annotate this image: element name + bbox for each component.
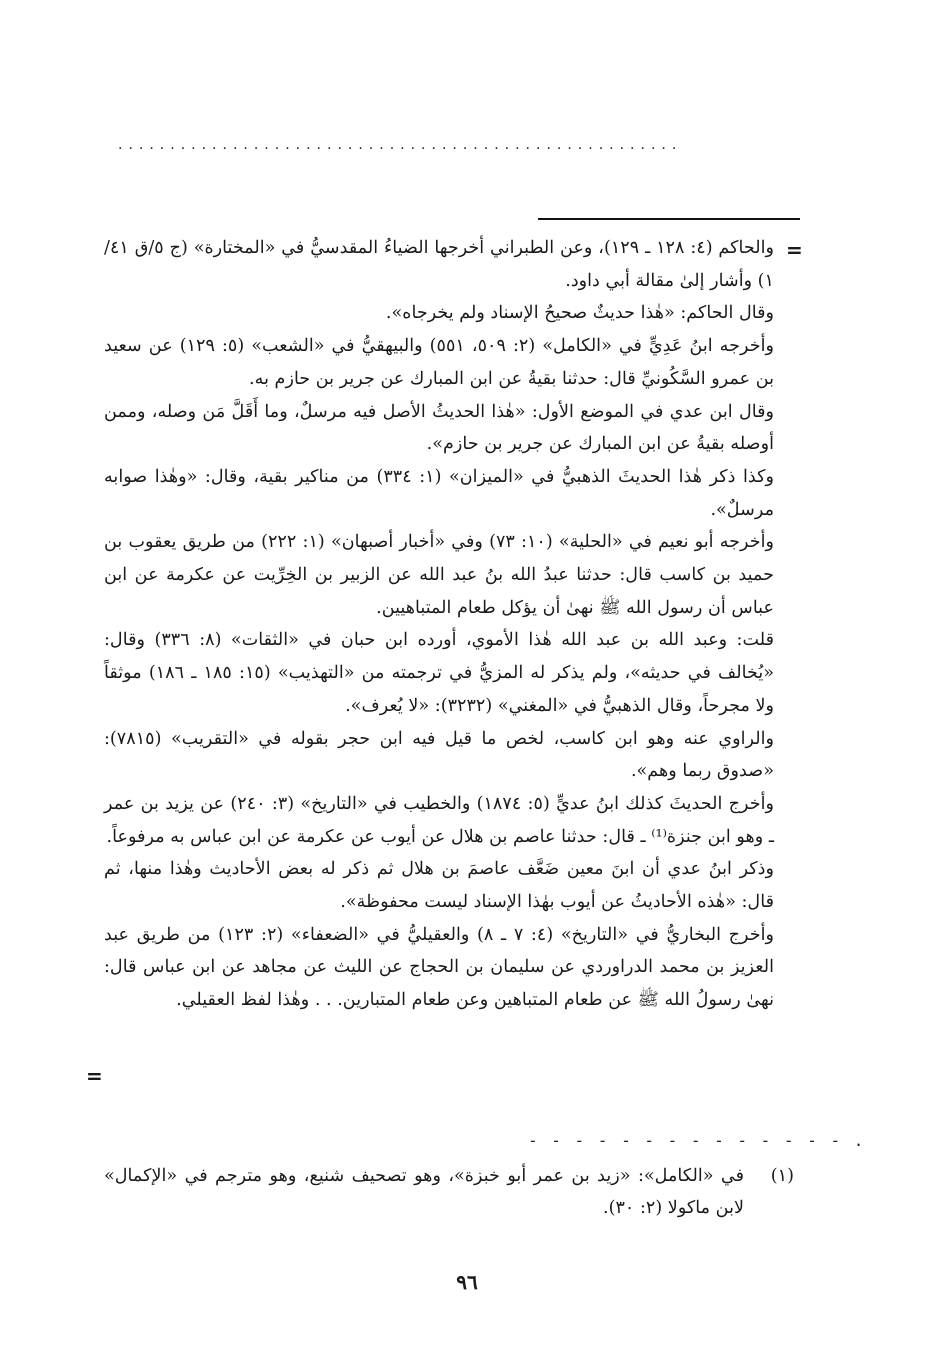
paragraph: وذكر ابنُ عدي أن ابنَ معين ضَعَّف عاصمَ بن هلال ثم ذكر له بعض الأحاديث وهٰذا منها، ثم قال: «هٰذه الأحاديثُ عن أيوب بهٰذا الإسناد ليست محفوظة». (104, 859, 774, 913)
paragraph: وأخرجه ابنُ عَدِيٍّ في «الكامل» (٢: ٥٠٩، ٥٥١) والبيهقيُّ في «الشعب» (٥: ١٢٩) عن سعيد بن عمرو السَّكُونيِّ قال: حدثنا بقيةُ عن ابن المبارك عن جرير بن حازم به. (104, 336, 774, 389)
paragraph: وأخرج البخاريُّ في «التاريخ» (٤: ٧ ـ ٨) والعقيليُّ في «الضعفاء» (٢: ١٢٣) من طريق عبد العزيز بن محمد الدراوردي عن سليمان بن الحجاج عن الليث عن مجاهد عن ابن عباس قال: نهىٰ رسولُ الله ﷺ عن طعام المتباهين وعن طعام المتبارين. . . وهٰذا لفظ العقيلي. (104, 924, 774, 1011)
paragraph: والراوي عنه وهو ابن كاسب، لخص ما قيل فيه ابن حجر بقوله في «التقريب» (٧٨١٥): «صدوق ربما وهم». (104, 728, 774, 782)
footnote-text: في «الكامل»: «زيد بن عمر أبو خبزة»، وهو تصحيف شنيع، وهو مترجم في «الإكمال» لابن ماكولا (٢: ٣٠). (104, 1166, 744, 1218)
paragraph: وقال ابن عدي في الموضع الأول: «هٰذا الحديثُ الأصل فيه مرسلٌ، وما أَقَلَّ مَن وصله، وممن أوصله بقيةُ عن ابن المبارك عن جرير بن حازم». (104, 401, 774, 455)
main-text (104, 232, 774, 1017)
continuation-mark-top: = (786, 238, 803, 262)
paragraph: وقال الحاكم: «هٰذا حديثٌ صحيحُ الإسناد ولم يخرجاه». (385, 303, 774, 324)
footnote-number: (١) (770, 1166, 794, 1186)
paragraph: وأخرجه أبو نعيم في «الحلية» (١٠: ٧٣) وفي «أخبار أصبهان» (١: ٢٢٢) من طريق يعقوب بن حميد بن كاسب قال: حدثنا عبدُ الله بنُ عبد الله عن الزبير بن الخِرِّيت عن عكرمة عن ابن عباس أن رسول الله ﷺ نهىٰ أن يؤكل طعام المتباهيين. (104, 532, 775, 618)
paragraph: وأخرج الحديثَ كذلك ابنُ عديٍّ (٥: ١٨٧٤) والخطيب في «التاريخ» (٣: ٢٤٠) عن يزيد بن عمر ـ وهو ابن جنزة⁽¹⁾ ـ قال: حدثنا عاصم بن هلال عن أيوب عن عكرمة عن ابن عباس به مرفوعاً. (104, 793, 774, 847)
page-number: ٩٦ (456, 1270, 478, 1294)
header-dotted-line: ...................................................... (118, 137, 683, 153)
footnote-continuation-rule (538, 218, 800, 220)
continuation-mark-bottom: = (86, 1064, 103, 1088)
footnote-separator: - - - - - - - - - - - - - - . (528, 1131, 866, 1150)
paragraph: والحاكم (٤: ١٢٨ ـ ١٢٩)، وعن الطبراني أخرجها الضياءُ المقدسيُّ في «المختارة» (ج ٥/ق ٤١/ ١) وأشار إلىٰ مقالة أبي داود. (104, 238, 774, 291)
footnote (104, 1160, 794, 1224)
paragraph: وكذا ذكر هٰذا الحديثَ الذهبيُّ في «الميزان» (١: ٣٣٤) من مناكير بقية، وقال: «وهٰذا صوابه مرسلٌ». (104, 466, 774, 520)
paragraph: قلت: وعبد الله بن عبد الله هٰذا الأموي، أورده ابن حبان في «الثقات» (٨: ٣٣٦) وقال: «يُخالف في حديثه»، ولم يذكر له المزيُّ في ترجمته من «التهذيب» (١٥: ١٨٥ ـ ١٨٦) موثقاً ولا مجرحاً، وقال الذهبيُّ في «المغني» (٣٢٣٢): «لا يُعرف». (104, 630, 774, 716)
